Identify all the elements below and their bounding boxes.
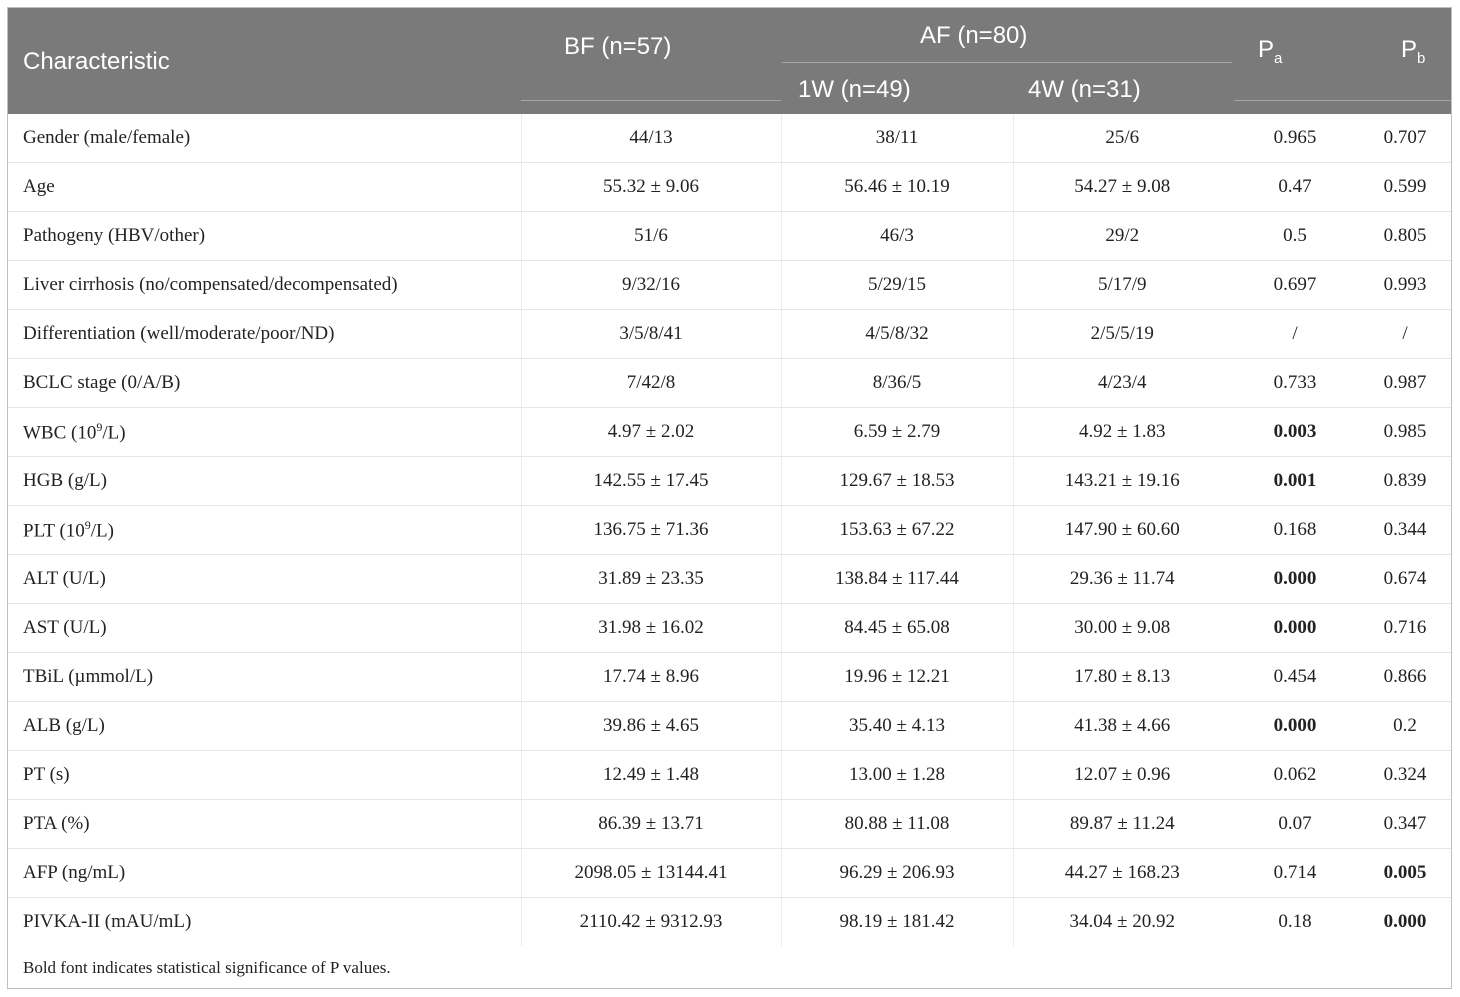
- cell-pa: 0.168: [1231, 506, 1359, 555]
- cell-4w: 41.38 ± 4.66: [1013, 702, 1231, 751]
- cell-pb: 0.866: [1359, 653, 1451, 702]
- cell-bf: 12.49 ± 1.48: [521, 751, 781, 800]
- row-label: BCLC stage (0/A/B): [8, 359, 521, 408]
- cell-4w: 4.92 ± 1.83: [1013, 408, 1231, 457]
- table-row: [8, 261, 1451, 310]
- row-label: PIVKA-II (mAU/mL): [23, 911, 192, 932]
- cell-pa: 0.062: [1231, 751, 1359, 800]
- cell-bf: 39.86 ± 4.65: [521, 702, 781, 751]
- row-label: WBC $(10^9/L)$: [8, 408, 521, 457]
- row-label: ALB (g/L): [8, 702, 521, 751]
- cell-pb: 0.000: [1383, 911, 1427, 932]
- cell-pa: 0.000: [1231, 555, 1359, 604]
- header-characteristic: Characteristic: [23, 48, 170, 75]
- cell-4w: 4/23/4: [1013, 359, 1231, 408]
- cell-pa: 0.47: [1231, 163, 1359, 212]
- cell-bf: 17.74 ± 8.96: [521, 653, 781, 702]
- cell-pa: 0.003: [1231, 408, 1359, 457]
- header-1w: 1W (n=49): [798, 76, 911, 103]
- row-label: ALT (U/L): [8, 555, 521, 604]
- cell-1w: 13.00 ± 1.28: [781, 751, 1013, 800]
- cell-bf: 31.89 ± 23.35: [521, 555, 781, 604]
- header-pb: $P_b$: [1401, 36, 1426, 67]
- row-label: PTA (%): [8, 800, 521, 849]
- results-table: [7, 7, 1452, 989]
- table-row: [8, 653, 1451, 702]
- cell-pb: 0.707: [1359, 114, 1451, 163]
- table-row: [8, 849, 1451, 898]
- cell-pb: 0.324: [1359, 751, 1451, 800]
- table-row: [8, 702, 1451, 751]
- cell-4w: 29.36 ± 11.74: [1013, 555, 1231, 604]
- row-label: Liver cirrhosis (no/compensated/decompensated): [8, 261, 521, 310]
- footnote: Bold font indicates statistical significance of P values.: [23, 958, 391, 977]
- cell-pa: 0.733: [1231, 359, 1359, 408]
- cell-1w: 8/36/5: [781, 359, 1013, 408]
- cell-pb: 0.347: [1359, 800, 1451, 849]
- cell-1w: 6.59 ± 2.79: [781, 408, 1013, 457]
- cell-4w: 44.27 ± 168.23: [1013, 849, 1231, 898]
- cell-bf: 4.97 ± 2.02: [521, 408, 781, 457]
- header-4w: 4W (n=31): [1028, 76, 1141, 103]
- cell-pa: 0.000: [1231, 702, 1359, 751]
- table-row: [8, 408, 1451, 457]
- cell-pb: /: [1359, 310, 1451, 359]
- row-label: AFP (ng/mL): [8, 849, 521, 898]
- cell-bf: 136.75 ± 71.36: [521, 506, 781, 555]
- cell-4w: 17.80 ± 8.13: [1013, 653, 1231, 702]
- row-label: Differentiation (well/moderate/poor/ND): [8, 310, 521, 359]
- cell-4w: 143.21 ± 19.16: [1013, 457, 1231, 506]
- row-label: PLT $(10^9/L)$: [8, 506, 521, 555]
- cell-bf: 142.55 ± 17.45: [521, 457, 781, 506]
- cell-1w: 129.67 ± 18.53: [781, 457, 1013, 506]
- cell-bf: 86.39 ± 13.71: [521, 800, 781, 849]
- cell-pb: 0.2: [1359, 702, 1451, 751]
- table-row: [8, 457, 1451, 506]
- cell-4w: 12.07 ± 0.96: [1013, 751, 1231, 800]
- cell-1w: 153.63 ± 67.22: [781, 506, 1013, 555]
- header-bf: BF (n=57): [564, 33, 672, 60]
- cell-bf: 55.32 ± 9.06: [521, 163, 781, 212]
- cell-bf: 9/32/16: [521, 261, 781, 310]
- cell-bf: 44/13: [521, 114, 781, 163]
- cell-pa: 0.000: [1231, 604, 1359, 653]
- cell-pb: 0.599: [1359, 163, 1451, 212]
- cell-4w: 89.87 ± 11.24: [1013, 800, 1231, 849]
- table-row: [8, 310, 1451, 359]
- row-label: Age: [8, 163, 521, 212]
- cell-1w: 138.84 ± 117.44: [781, 555, 1013, 604]
- row-label: TBiL (µmmol/L): [8, 653, 521, 702]
- table-row: [8, 359, 1451, 408]
- cell-pa: 0.07: [1231, 800, 1359, 849]
- header-pa: $P_a$: [1258, 36, 1283, 67]
- cell-pb: 0.805: [1359, 212, 1451, 261]
- cell-4w: 5/17/9: [1013, 261, 1231, 310]
- cell-pa: 0.001: [1231, 457, 1359, 506]
- table-body: [8, 114, 1451, 946]
- row-label: AST (U/L): [8, 604, 521, 653]
- cell-bf: 2098.05 ± 13144.41: [521, 849, 781, 898]
- p-underline: [1234, 100, 1451, 101]
- cell-1w: 19.96 ± 12.21: [781, 653, 1013, 702]
- cell-1w: 35.40 ± 4.13: [781, 702, 1013, 751]
- table-row: [8, 506, 1451, 555]
- cell-bf: 3/5/8/41: [521, 310, 781, 359]
- cell-pa: 0.697: [1231, 261, 1359, 310]
- cell-pb: 0.839: [1359, 457, 1451, 506]
- cell-bf: 2110.42 ± 9312.93: [521, 898, 781, 947]
- table-row: [8, 751, 1451, 800]
- cell-pb: 0.344: [1359, 506, 1451, 555]
- cell-pb: 0.716: [1359, 604, 1451, 653]
- cell-bf: 31.98 ± 16.02: [521, 604, 781, 653]
- cell-1w: 5/29/15: [781, 261, 1013, 310]
- table-row: [8, 114, 1451, 163]
- cell-1w: 4/5/8/32: [781, 310, 1013, 359]
- cell-pb: 0.987: [1359, 359, 1451, 408]
- header-af: AF (n=80): [920, 22, 1028, 49]
- cell-bf: 51/6: [521, 212, 781, 261]
- cell-1w: 46/3: [781, 212, 1013, 261]
- cell-pa: 0.454: [1231, 653, 1359, 702]
- cell-4w: 30.00 ± 9.08: [1013, 604, 1231, 653]
- table-row: [8, 555, 1451, 604]
- af-underline: [782, 62, 1232, 63]
- cell-pa: 0.5: [1231, 212, 1359, 261]
- cell-pa: 0.714: [1231, 849, 1359, 898]
- cell-4w: 29/2: [1013, 212, 1231, 261]
- cell-1w: 80.88 ± 11.08: [781, 800, 1013, 849]
- cell-4w: 54.27 ± 9.08: [1013, 163, 1231, 212]
- row-label: Gender (male/female): [8, 114, 521, 163]
- row-label: PT (s): [8, 751, 521, 800]
- cell-pb: 0.674: [1359, 555, 1451, 604]
- cell-pa: 0.965: [1231, 114, 1359, 163]
- table-row: [8, 604, 1451, 653]
- cell-pb: 0.985: [1359, 408, 1451, 457]
- bf-underline: [521, 100, 781, 101]
- table-row: [8, 898, 1451, 947]
- cell-4w: 34.04 ± 20.92: [1069, 911, 1175, 932]
- cell-1w: 84.45 ± 65.08: [781, 604, 1013, 653]
- cell-1w: 98.19 ± 181.42: [781, 898, 1013, 947]
- table-row: [8, 212, 1451, 261]
- cell-1w: 38/11: [781, 114, 1013, 163]
- table-header: [8, 8, 1451, 114]
- row-label: HGB (g/L): [8, 457, 521, 506]
- cell-bf: 7/42/8: [521, 359, 781, 408]
- cell-pa: 0.18: [1278, 911, 1312, 932]
- cell-pb: 0.993: [1359, 261, 1451, 310]
- cell-4w: 147.90 ± 60.60: [1013, 506, 1231, 555]
- cell-1w: 96.29 ± 206.93: [781, 849, 1013, 898]
- cell-4w: 25/6: [1013, 114, 1231, 163]
- table-row: [8, 800, 1451, 849]
- table-row: [8, 163, 1451, 212]
- cell-pb: 0.005: [1359, 849, 1451, 898]
- cell-1w: 56.46 ± 10.19: [781, 163, 1013, 212]
- row-label: Pathogeny (HBV/other): [8, 212, 521, 261]
- cell-pa: /: [1231, 310, 1359, 359]
- cell-4w: 2/5/5/19: [1013, 310, 1231, 359]
